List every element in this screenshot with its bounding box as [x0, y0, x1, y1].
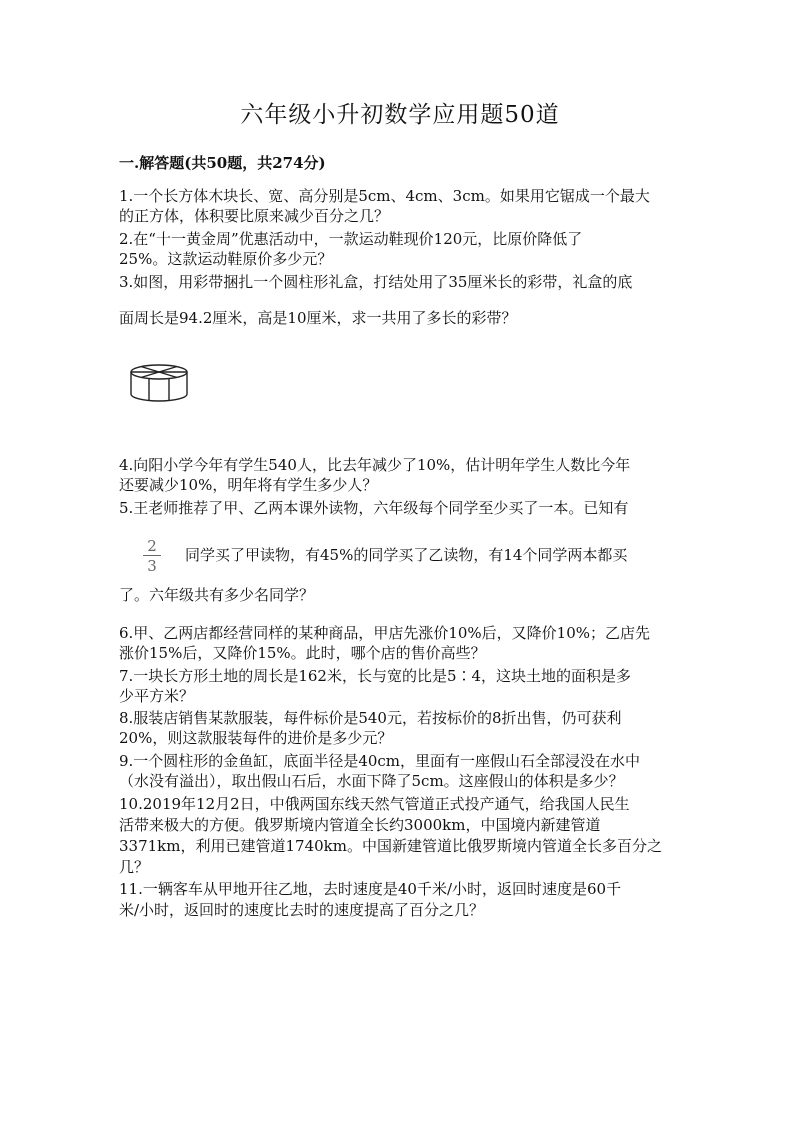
question-1-line-1: 1.一个长方体木块长、宽、高分别是5cm、4cm、3cm。如果用它锯成一个最大: [119, 187, 650, 205]
question-10-line-4: 几？: [119, 858, 150, 876]
question-6-line-1: 6.甲、乙两店都经营同样的某种商品，甲店先涨价10%后，又降价10%；乙店先: [119, 624, 650, 642]
fraction-two-thirds: [143, 538, 161, 574]
question-9-line-2: （水没有溢出），取出假山石后，水面下降了5cm。这座假山的体积是多少？: [119, 772, 624, 790]
question-11-line-1: 11.一辆客车从甲地开往乙地，去时速度是40千米/小时，返回时速度是60千: [119, 880, 622, 898]
fraction-bar: [143, 555, 161, 556]
fraction-denominator: 3: [147, 557, 157, 575]
question-4-line-2: 还要减少10%，明年将有学生多少人？: [119, 476, 378, 494]
question-3-line-1: 3.如图，用彩带捆扎一个圆柱形礼盒，打结处用了35厘米长的彩带，礼盒的底: [119, 273, 633, 291]
question-1-line-2: 的正方体，体积要比原来减少百分之几？: [119, 207, 390, 225]
question-5-line-1: 5.王老师推荐了甲、乙两本课外读物，六年级每个同学至少买了一本。已知有: [119, 499, 629, 517]
question-8-line-1: 8.服装店销售某款服装，每件标价是540元，若按标价的8折出售，仍可获利: [119, 709, 622, 727]
question-5-line-3: 了。六年级共有多少名同学？: [119, 586, 315, 604]
page-title: 六年级小升初数学应用题50道: [240, 102, 560, 128]
question-2-line-1: 2.在“十一黄金周”优惠活动中，一款运动鞋现价120元，比原价降低了: [119, 230, 583, 248]
question-4-line-1: 4.向阳小学今年有学生540人，比去年减少了10%，估计明年学生人数比今年: [119, 456, 631, 474]
fraction-numerator: 2: [147, 537, 157, 555]
question-5-line-2: 同学买了甲读物，有45%的同学买了乙读物，有14个同学两本都买: [185, 546, 628, 564]
question-2-line-2: 25%。这款运动鞋原价多少元？: [119, 250, 333, 268]
question-10-line-3: 3371km，利用已建管道1740km。中国新建管道比俄罗斯境内管道全长多百分之: [119, 837, 662, 855]
section-heading: 一.解答题(共50题，共274分): [119, 154, 326, 172]
question-6-line-2: 涨价15%后，又降价15%。此时，哪个店的售价高些？: [119, 644, 486, 662]
question-10-line-2: 活带来极大的方便。俄罗斯境内管道全长约3000km，中国境内新建管道: [119, 816, 601, 834]
question-10-line-1: 10.2019年12月2日，中俄两国东线天然气管道正式投产通气，给我国人民生: [119, 795, 630, 813]
question-7-line-2: 少平方米？: [119, 687, 195, 705]
question-11-line-2: 米/小时，返回时的速度比去时的速度提高了百分之几？: [119, 901, 485, 919]
question-7-line-1: 7.一块长方形土地的周长是162米，长与宽的比是5∶4，这块土地的面积是多: [119, 667, 632, 685]
question-8-line-2: 20%，则这款服装每件的进价是多少元？: [119, 729, 393, 747]
question-3-line-2: 面周长是94.2厘米，高是10厘米，求一共用了多长的彩带？: [119, 309, 517, 327]
question-9-line-1: 9.一个圆柱形的金鱼缸，底面半径是40cm，里面有一座假山石全部浸没在水中: [119, 752, 641, 770]
cylinder-gift-box-figure: [129, 362, 189, 408]
